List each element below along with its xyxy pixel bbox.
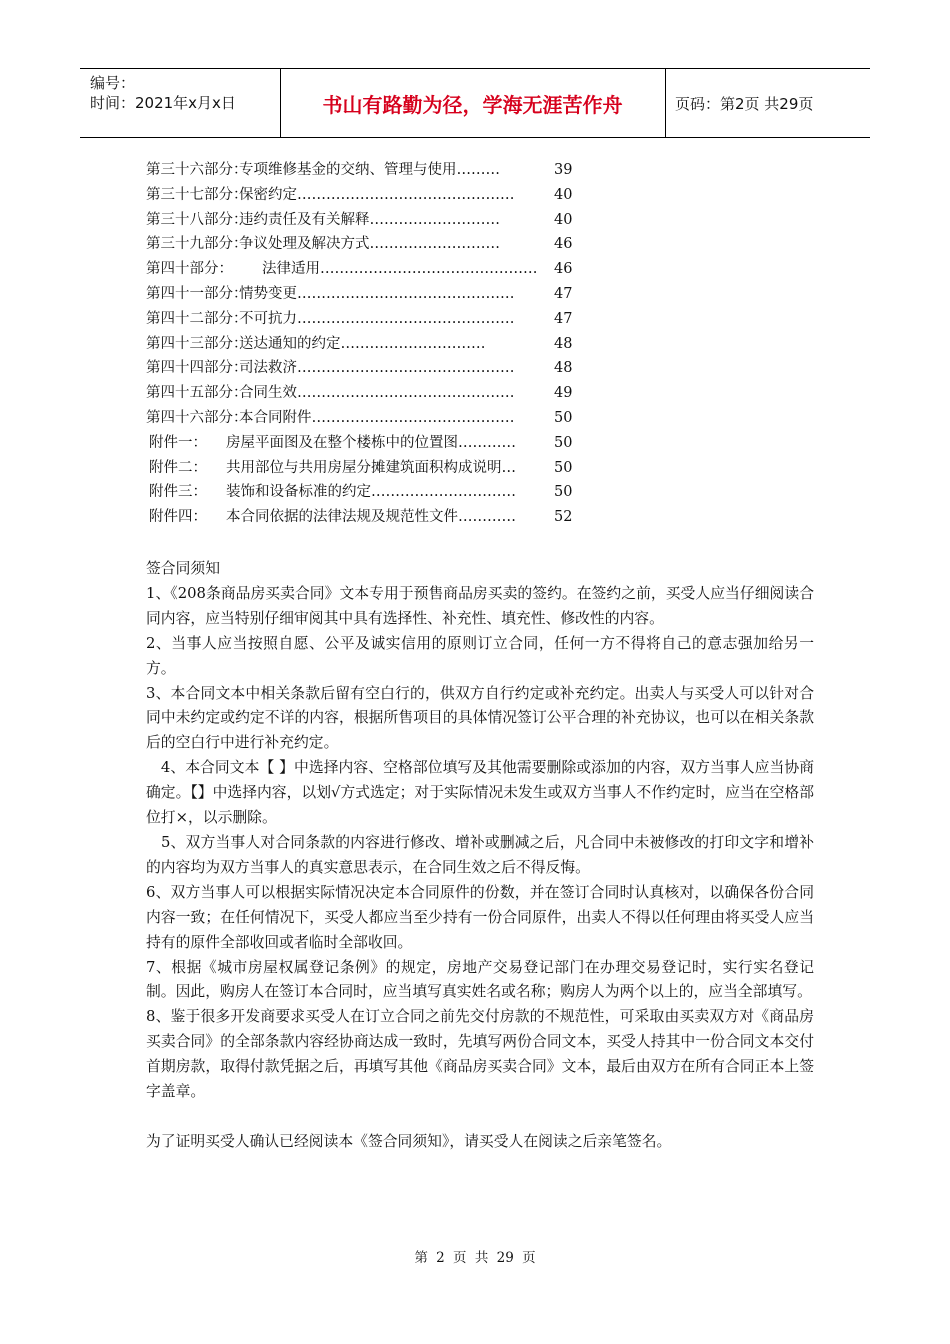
page-footer: 第 2 页 共 29 页 bbox=[414, 1250, 536, 1266]
toc-title: 情势变更……………………………………… bbox=[239, 285, 515, 302]
toc-part: 附件三： bbox=[149, 484, 207, 501]
toc-page: 50 bbox=[554, 484, 573, 501]
toc-title: 本合同附件…………………………………… bbox=[239, 409, 515, 426]
toc-part: 附件四： bbox=[149, 509, 207, 526]
toc-title: 合同生效……………………………………… bbox=[239, 385, 515, 402]
notice-heading: 签合同须知 bbox=[146, 560, 220, 577]
toc-title: 共用部位与共用房屋分摊建筑面积构成说明… bbox=[226, 459, 516, 476]
notice-item: 6、双方当事人可以根据实际情况决定本合同原件的份数，并在签订合同时认真核对，以确保各份合同内容一致；在任何情况下，买受人都应当至少持有一份合同原件，出卖人不得以任何理由将买受人应当持有的原件全部收回或者临时全部收回。 bbox=[146, 883, 814, 951]
toc-row[interactable] bbox=[146, 381, 606, 406]
toc-page: 47 bbox=[554, 285, 573, 302]
toc-title: 装饰和设备标准的约定………………………… bbox=[226, 484, 516, 501]
toc-part: 第四十一部分： bbox=[146, 285, 248, 302]
header-page-code: 页码：第2页 共29页 bbox=[675, 94, 814, 113]
toc-part: 附件二： bbox=[149, 459, 207, 476]
paragraph-gap bbox=[146, 1105, 814, 1130]
toc-page: 49 bbox=[554, 385, 573, 402]
toc-title: 争议处理及解决方式……………………… bbox=[239, 236, 500, 253]
page-header bbox=[80, 68, 870, 138]
toc-title: 专项维修基金的交纳、管理与使用……… bbox=[239, 162, 500, 178]
toc-title: 不可抗力……………………………………… bbox=[239, 310, 515, 327]
toc-row[interactable] bbox=[146, 208, 606, 233]
toc-title: 送达通知的约定………………………… bbox=[239, 335, 486, 352]
toc-row[interactable] bbox=[146, 456, 606, 481]
document-time: 时间：2021年x月x日 bbox=[90, 94, 236, 112]
toc-title: 本合同依据的法律法规及规范性文件………… bbox=[226, 509, 516, 526]
toc-title: 房屋平面图及在整个楼栋中的位置图………… bbox=[226, 434, 516, 451]
toc-part: 附件一： bbox=[149, 434, 207, 451]
notice-item: 8、鉴于很多开发商要求买受人在订立合同之前先交付房款的不规范性，可采取由买卖双方对《商品房买卖合同》的全部条款内容经协商达成一致时，先填写两份合同文本，买受人持其中一份合同文本交付首期房款，取得付款凭据之后，再填写其他《商品房买卖合同》文本，最后由双方在所有合同正本上签字盖章。 bbox=[146, 1008, 814, 1101]
toc-page: 48 bbox=[554, 360, 573, 377]
toc-page: 52 bbox=[554, 509, 573, 526]
toc-page: 39 bbox=[554, 162, 573, 178]
toc-part: 第四十三部分： bbox=[146, 335, 248, 352]
toc-row[interactable] bbox=[146, 505, 606, 530]
toc-page: 46 bbox=[554, 236, 573, 253]
notice-item: 3、本合同文本中相关条款后留有空白行的，供双方自行约定或补充约定。出卖人与买受人可以针对合同中未约定或约定不详的内容，根据所售项目的具体情况签订公平合理的补充协议，也可以在相关条款后的空白行中进行补充约定。 bbox=[146, 684, 814, 752]
toc-page: 50 bbox=[554, 434, 573, 451]
toc-page: 47 bbox=[554, 310, 573, 327]
toc-part: 第四十四部分： bbox=[146, 360, 248, 377]
toc-page: 40 bbox=[554, 211, 573, 228]
toc-row[interactable] bbox=[146, 332, 606, 357]
toc-page: 48 bbox=[554, 335, 573, 352]
toc-title: 司法救济……………………………………… bbox=[239, 360, 515, 377]
toc-part: 第三十八部分： bbox=[146, 211, 248, 228]
toc-row[interactable] bbox=[146, 183, 606, 208]
toc-part: 第四十部分： bbox=[146, 261, 233, 278]
notice-closing: 为了证明买受人确认已经阅读本《签合同须知》，请买受人在阅读之后亲笔签名。 bbox=[146, 1132, 672, 1150]
toc-part: 第三十九部分： bbox=[146, 236, 248, 253]
document-number-label: 编号： bbox=[90, 74, 136, 92]
toc-title: 违约责任及有关解释……………………… bbox=[239, 211, 500, 228]
toc-part: 第三十六部分： bbox=[146, 162, 248, 178]
header-left bbox=[90, 73, 236, 113]
toc-title: 保密约定……………………………………… bbox=[239, 186, 515, 203]
toc-part: 第四十六部分： bbox=[146, 409, 248, 426]
toc-row[interactable] bbox=[146, 406, 606, 431]
notice-item: 5、双方当事人对合同条款的内容进行修改、增补或删减之后，凡合同中未被修改的打印文字和增补的内容均为双方当事人的真实意思表示，在合同生效之后不得反悔。 bbox=[146, 833, 814, 876]
toc-row[interactable] bbox=[146, 480, 606, 505]
toc-row[interactable] bbox=[146, 307, 606, 332]
toc-row[interactable] bbox=[146, 257, 606, 282]
toc-row[interactable] bbox=[146, 431, 606, 456]
toc-part: 第四十五部分： bbox=[146, 385, 248, 402]
toc-row[interactable] bbox=[146, 232, 606, 257]
toc-part: 第三十七部分： bbox=[146, 186, 248, 203]
toc-page: 50 bbox=[554, 409, 573, 426]
toc-page: 40 bbox=[554, 186, 573, 203]
toc-row[interactable] bbox=[146, 282, 606, 307]
header-motto: 书山有路勤为径，学海无涯苦作舟 bbox=[322, 92, 623, 117]
toc-title: 法律适用……………………………………… bbox=[262, 261, 538, 278]
toc-row[interactable] bbox=[146, 158, 606, 183]
toc-page: 50 bbox=[554, 459, 573, 476]
notice-item: 4、本合同文本【 】中选择内容、空格部位填写及其他需要删除或添加的内容，双方当事人应当协商确定。【】中选择内容，以划√方式选定；对于实际情况未发生或双方当事人不作约定时，应当在空格部位打×，以示删除。 bbox=[146, 759, 814, 827]
toc-page: 46 bbox=[554, 261, 573, 278]
toc-part: 第四十二部分： bbox=[146, 310, 248, 327]
table-of-contents bbox=[146, 158, 606, 530]
toc-row[interactable] bbox=[146, 356, 606, 381]
notice-section bbox=[146, 557, 814, 1155]
notice-item: 7、根据《城市房屋权属登记条例》的规定，房地产交易登记部门在办理交易登记时，实行实名登记制。因此，购房人在签订本合同时，应当填写真实姓名或名称；购房人为两个以上的，应当全部填写。 bbox=[146, 958, 814, 1001]
notice-item: 1、《208条商品房买卖合同》文本专用于预售商品房买卖的签约。在签约之前，买受人应当仔细阅读合同内容，应当特别仔细审阅其中具有选择性、补充性、填充性、修改性的内容。 bbox=[146, 584, 814, 627]
notice-item: 2、当事人应当按照自愿、公平及诚实信用的原则订立合同，任何一方不得将自己的意志强加给另一方。 bbox=[146, 634, 814, 677]
